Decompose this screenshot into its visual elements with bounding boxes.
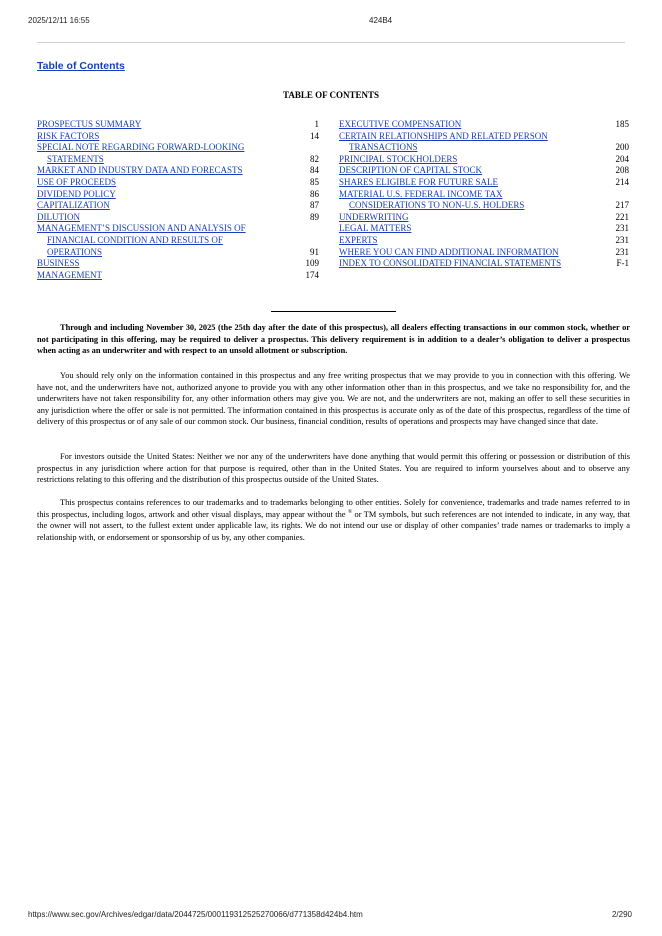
toc-page-number: 86 bbox=[310, 188, 319, 199]
toc-entry-title bbox=[339, 235, 599, 247]
toc-entry bbox=[339, 235, 629, 247]
toc-entry-title bbox=[339, 154, 599, 166]
toc-entry-title bbox=[339, 189, 599, 212]
toc-entry-title bbox=[37, 142, 282, 165]
toc-page-number: 221 bbox=[615, 211, 629, 222]
toc-entry-link[interactable]: MATERIAL U.S. FEDERAL INCOME TAX bbox=[339, 188, 503, 199]
toc-entry-link[interactable]: MANAGEMENT bbox=[37, 269, 102, 280]
toc-page-number: 217 bbox=[615, 200, 629, 211]
header-divider bbox=[37, 42, 625, 43]
outside-us-paragraph: For investors outside the United States: Neither we nor any of the underwriters have done anything that would permit this offering or possession or distribution of this prospectus in any jurisdiction where action for that purpose is required, other than in the United States. You are required to inform yourselves about and to observe any restrictions relating to this offering and the distribution of this prospectus outside of the United States. bbox=[37, 452, 630, 485]
toc-entry bbox=[339, 247, 629, 259]
toc-entry bbox=[37, 270, 319, 282]
toc-entry bbox=[37, 119, 319, 131]
toc-entry bbox=[37, 165, 319, 177]
toc-entry-link[interactable]: USE OF PROCEEDS bbox=[37, 176, 117, 187]
toc-entry-link[interactable]: WHERE YOU CAN FIND ADDITIONAL INFORMATION bbox=[339, 246, 559, 257]
toc-entry-title bbox=[339, 119, 599, 131]
trademarks-paragraph bbox=[37, 497, 630, 543]
toc-entry-title bbox=[37, 189, 282, 201]
toc-entry-title bbox=[339, 165, 599, 177]
toc-page-number: 1 bbox=[314, 119, 319, 129]
browser-print-header bbox=[28, 16, 632, 28]
toc-entry-title bbox=[37, 223, 282, 258]
toc-page-number: F-1 bbox=[616, 258, 629, 269]
toc-entry-link[interactable]: CAPITALIZATION bbox=[37, 200, 110, 211]
toc-page-number: 231 bbox=[615, 234, 629, 245]
toc-entry-link[interactable]: EXPERTS bbox=[339, 234, 378, 245]
toc-entry bbox=[339, 119, 629, 131]
toc-entry bbox=[339, 131, 629, 154]
toc-entry-link[interactable]: MANAGEMENT’S DISCUSSION AND ANALYSIS OF bbox=[37, 223, 246, 234]
toc-entry bbox=[37, 189, 319, 201]
trademarks-text-b: or TM symbols, but such references are not intended to indicate, in any way, that the owner will not assert, to the fullest extent under applicable law, its rights. We do not intend our use or display of other companies’ trade names or trademarks to imply a relationship with, or endorsement or sponsorship of us by, any other companies. bbox=[37, 509, 630, 542]
toc-entry-link[interactable]: SHARES ELIGIBLE FOR FUTURE SALE bbox=[339, 176, 499, 187]
toc-entry bbox=[37, 142, 319, 165]
toc-entry-title bbox=[339, 177, 599, 189]
toc-entry-title bbox=[339, 258, 599, 270]
toc-left-column bbox=[37, 119, 319, 281]
print-datetime: 2025/12/11 16:55 bbox=[28, 16, 90, 25]
toc-entry-link[interactable]: CERTAIN RELATIONSHIPS AND RELATED PERSON bbox=[339, 130, 548, 141]
toc-page-number: 208 bbox=[615, 165, 629, 176]
toc-page-number: 82 bbox=[310, 153, 319, 164]
toc-entry bbox=[37, 212, 319, 224]
toc-entry bbox=[37, 131, 319, 143]
toc-page-number: 89 bbox=[310, 211, 319, 222]
toc-entry bbox=[339, 212, 629, 224]
toc-entry-link[interactable]: FINANCIAL CONDITION AND RESULTS OF bbox=[47, 234, 223, 245]
toc-entry bbox=[339, 223, 629, 235]
toc-page-number: 214 bbox=[615, 176, 629, 187]
toc-entry-link[interactable]: DIVIDEND POLICY bbox=[37, 188, 116, 199]
toc-entry-title bbox=[37, 165, 282, 177]
toc-entry-link[interactable]: TRANSACTIONS bbox=[349, 142, 418, 153]
toc-entry-title bbox=[37, 200, 282, 212]
print-page-number: 2/290 bbox=[611, 910, 632, 919]
toc-page-number: 231 bbox=[615, 246, 629, 257]
registered-mark: ® bbox=[347, 508, 353, 515]
browser-print-footer bbox=[28, 910, 632, 922]
toc-entry-title bbox=[37, 258, 282, 270]
toc-entry bbox=[339, 165, 629, 177]
toc-entry-title bbox=[37, 270, 282, 282]
toc-page-number: 200 bbox=[615, 142, 629, 153]
reliance-paragraph: You should rely only on the information contained in this prospectus and any free writing prospectus that we may provide to you in connection with this offering. We have not, and the underwriters have not, authorized anyone to provide you with any other information other than in this prospectus, and we take no responsibility for, and the underwriters have not taken responsibility for, any other information others may give you. We are not, and the underwriters are not, making an offer to sell these securities in any jurisdiction where the offer or sale is not permitted. The information contained in this prospectus is accurate only as of the date of this prospectus, regardless of the time of delivery of this prospectus or of any sale of our common stock. Our business, financial condition, results of operations and prospects may have changed since that date. bbox=[37, 371, 630, 427]
toc-entry-link[interactable]: INDEX TO CONSOLIDATED FINANCIAL STATEMENTS bbox=[339, 258, 562, 269]
trademarks-text-a: This prospectus contains references to our trademarks and to trademarks belonging to other entities. Solely for convenience, trademarks and trade names referred to in this prospectus, including logos, artwork and other visual displays, may appear without the bbox=[37, 498, 630, 519]
toc-page-number: 87 bbox=[310, 200, 319, 211]
toc-entry-link[interactable]: LEGAL MATTERS bbox=[339, 223, 412, 234]
toc-entry bbox=[339, 177, 629, 189]
toc-entry bbox=[37, 223, 319, 258]
toc-page-number: 204 bbox=[615, 153, 629, 164]
toc-page-number: 84 bbox=[310, 165, 319, 176]
toc-page-number: 185 bbox=[615, 119, 629, 129]
print-url: https://www.sec.gov/Archives/edgar/data/2044725/000119312525270066/d771358d424b4.htm bbox=[28, 910, 363, 919]
toc-entry-link[interactable]: SPECIAL NOTE REGARDING FORWARD-LOOKING bbox=[37, 142, 245, 153]
toc-entry bbox=[37, 177, 319, 189]
toc-page-number: 109 bbox=[305, 258, 319, 269]
toc-entry-title bbox=[339, 131, 599, 154]
toc-entry-link[interactable]: STATEMENTS bbox=[47, 153, 104, 164]
toc-entry-link[interactable]: DILUTION bbox=[37, 211, 80, 222]
toc-entry-link[interactable]: UNDERWRITING bbox=[339, 211, 409, 222]
toc-entry-link[interactable]: PRINCIPAL STOCKHOLDERS bbox=[339, 153, 458, 164]
toc-entry bbox=[339, 154, 629, 166]
toc-entry-title bbox=[339, 247, 599, 259]
toc-entry-link[interactable]: PROSPECTUS SUMMARY bbox=[37, 119, 142, 129]
toc-entry-link[interactable]: MARKET AND INDUSTRY DATA AND FORECASTS bbox=[37, 165, 243, 176]
toc-entry-link[interactable]: RISK FACTORS bbox=[37, 130, 100, 141]
toc-entry-title bbox=[339, 212, 599, 224]
toc-entry-title bbox=[37, 119, 282, 131]
delivery-notice-paragraph: Through and including November 30, 2025 (the 25th day after the date of this prospectus), all dealers effecting transactions in our common stock, whether or not participating in this offering, may be required to deliver a prospectus. This delivery requirement is in addition to a dealer’s obligation to deliver a prospectus when acting as an underwriter and with respect to an unsold allotment or subscription. bbox=[37, 323, 630, 356]
toc-page-number: 85 bbox=[310, 176, 319, 187]
toc-entry bbox=[339, 189, 629, 212]
toc-entry-title bbox=[37, 131, 282, 143]
toc-page-number: 91 bbox=[310, 246, 319, 257]
toc-entry-link[interactable]: OPERATIONS bbox=[47, 246, 103, 257]
toc-entry-link[interactable]: EXECUTIVE COMPENSATION bbox=[339, 119, 462, 129]
table-of-contents-link[interactable]: Table of Contents bbox=[37, 60, 125, 72]
toc-entry bbox=[37, 200, 319, 212]
section-divider bbox=[271, 311, 396, 312]
print-document-title: 424B4 bbox=[369, 16, 393, 25]
toc-entry-link[interactable]: BUSINESS bbox=[37, 258, 80, 269]
toc-entry-title bbox=[37, 212, 282, 224]
toc-entry-link[interactable]: CONSIDERATIONS TO NON-U.S. HOLDERS bbox=[349, 200, 525, 211]
toc-entry-title bbox=[339, 223, 599, 235]
toc-entry-link[interactable]: DESCRIPTION OF CAPITAL STOCK bbox=[339, 165, 483, 176]
toc-entry-title bbox=[37, 177, 282, 189]
toc-entry bbox=[339, 258, 629, 270]
toc-page-number: 174 bbox=[305, 269, 319, 280]
toc-page-number: 14 bbox=[310, 130, 319, 141]
toc-page-number: 231 bbox=[615, 223, 629, 234]
toc-entry bbox=[37, 258, 319, 270]
toc-right-column bbox=[339, 119, 629, 270]
toc-heading: TABLE OF CONTENTS bbox=[282, 90, 380, 100]
